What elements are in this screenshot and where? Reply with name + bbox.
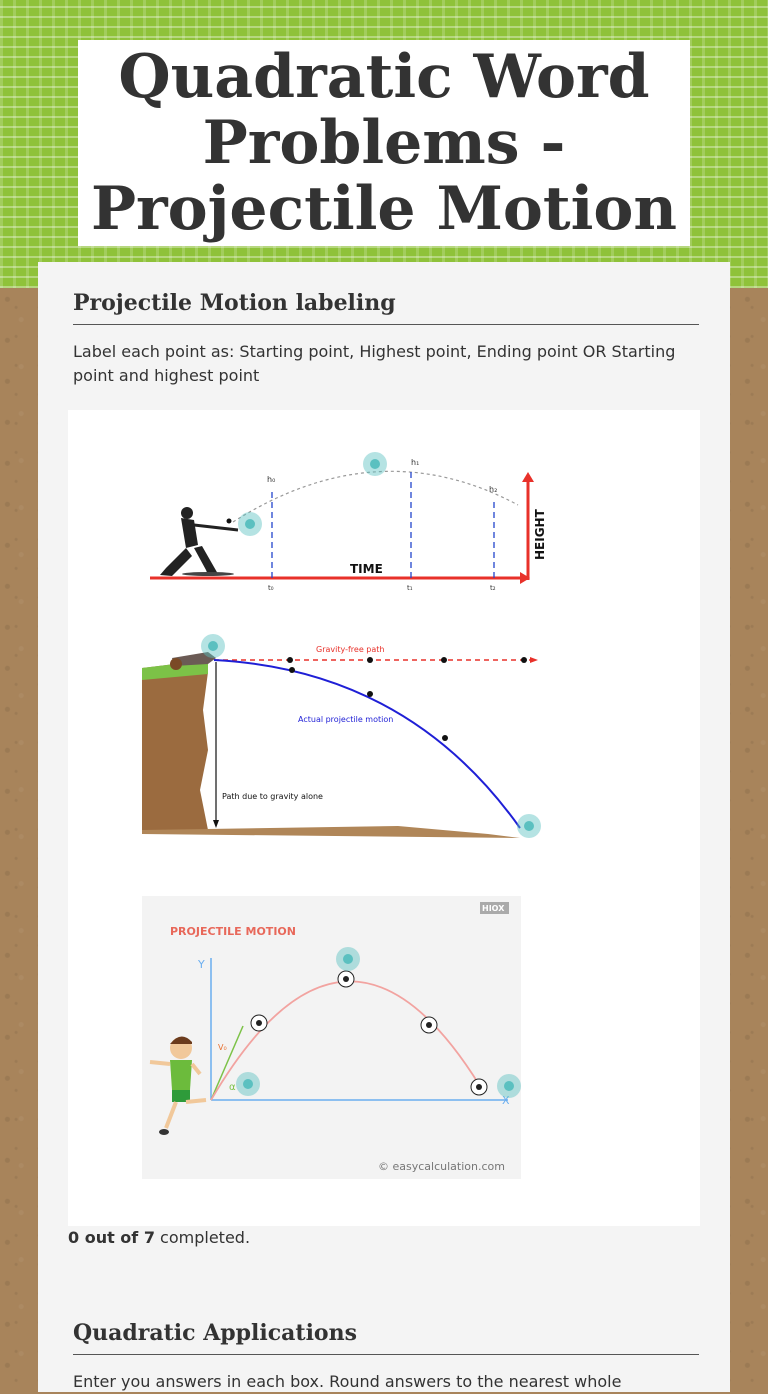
drop-target-5-dot [343, 954, 353, 964]
section-title-labeling: Projectile Motion labeling [73, 290, 699, 325]
progress-suffix: completed. [154, 1228, 251, 1247]
baseball-diagram [150, 458, 547, 592]
easycalculation-credit: © easycalculation.com [378, 1160, 505, 1173]
worksheet-card [38, 262, 730, 1392]
y-axis-label: Y [198, 958, 205, 971]
page-title: Quadratic Word Problems - Projectile Motion [90, 42, 678, 244]
actual-motion-label: Actual projectile motion [298, 715, 394, 724]
x-axis-label: X [502, 1094, 510, 1107]
drop-target-7-dot [504, 1081, 514, 1091]
drop-target-3-dot [208, 641, 218, 651]
h2-label: h₂ [489, 485, 498, 494]
t2-label: t₂ [490, 584, 496, 592]
drop-target-4-dot [524, 821, 534, 831]
batter-icon [160, 507, 238, 576]
drop-target-1-dot [245, 519, 255, 529]
time-axis-label: TIME [350, 562, 383, 576]
h0-label: h₀ [267, 475, 276, 484]
projectile-motion-title: PROJECTILE MOTION [170, 925, 296, 938]
hiox-logo: HIOX [482, 904, 505, 913]
t1-label: t₁ [407, 584, 413, 592]
title-box [78, 40, 690, 246]
h1-label: h₁ [411, 458, 420, 467]
applications-instructions: Enter you answers in each box. Round answers to the nearest whole [73, 1372, 622, 1391]
gravity-free-label: Gravity-free path [316, 645, 385, 654]
section-title-applications: Quadratic Applications [73, 1320, 699, 1355]
t0-label: t₀ [268, 584, 274, 592]
alpha-label: α [229, 1082, 236, 1093]
soccer-diagram [142, 896, 521, 1179]
gravity-alone-label: Path due to gravity alone [222, 792, 323, 801]
drop-target-6-dot [243, 1079, 253, 1089]
v0-label: V₀ [218, 1043, 227, 1052]
labeling-worksheet [68, 410, 700, 1226]
height-axis-label: HEIGHT [533, 509, 547, 560]
progress-text [68, 1228, 250, 1247]
labeling-instructions: Label each point as: Starting point, Highest point, Ending point OR Starting point and highest point [73, 342, 676, 385]
cliff-diagram [142, 645, 538, 838]
drop-target-2-dot [370, 459, 380, 469]
projectile-diagrams [68, 410, 700, 1226]
progress-count: 0 out of 7 [68, 1228, 155, 1247]
